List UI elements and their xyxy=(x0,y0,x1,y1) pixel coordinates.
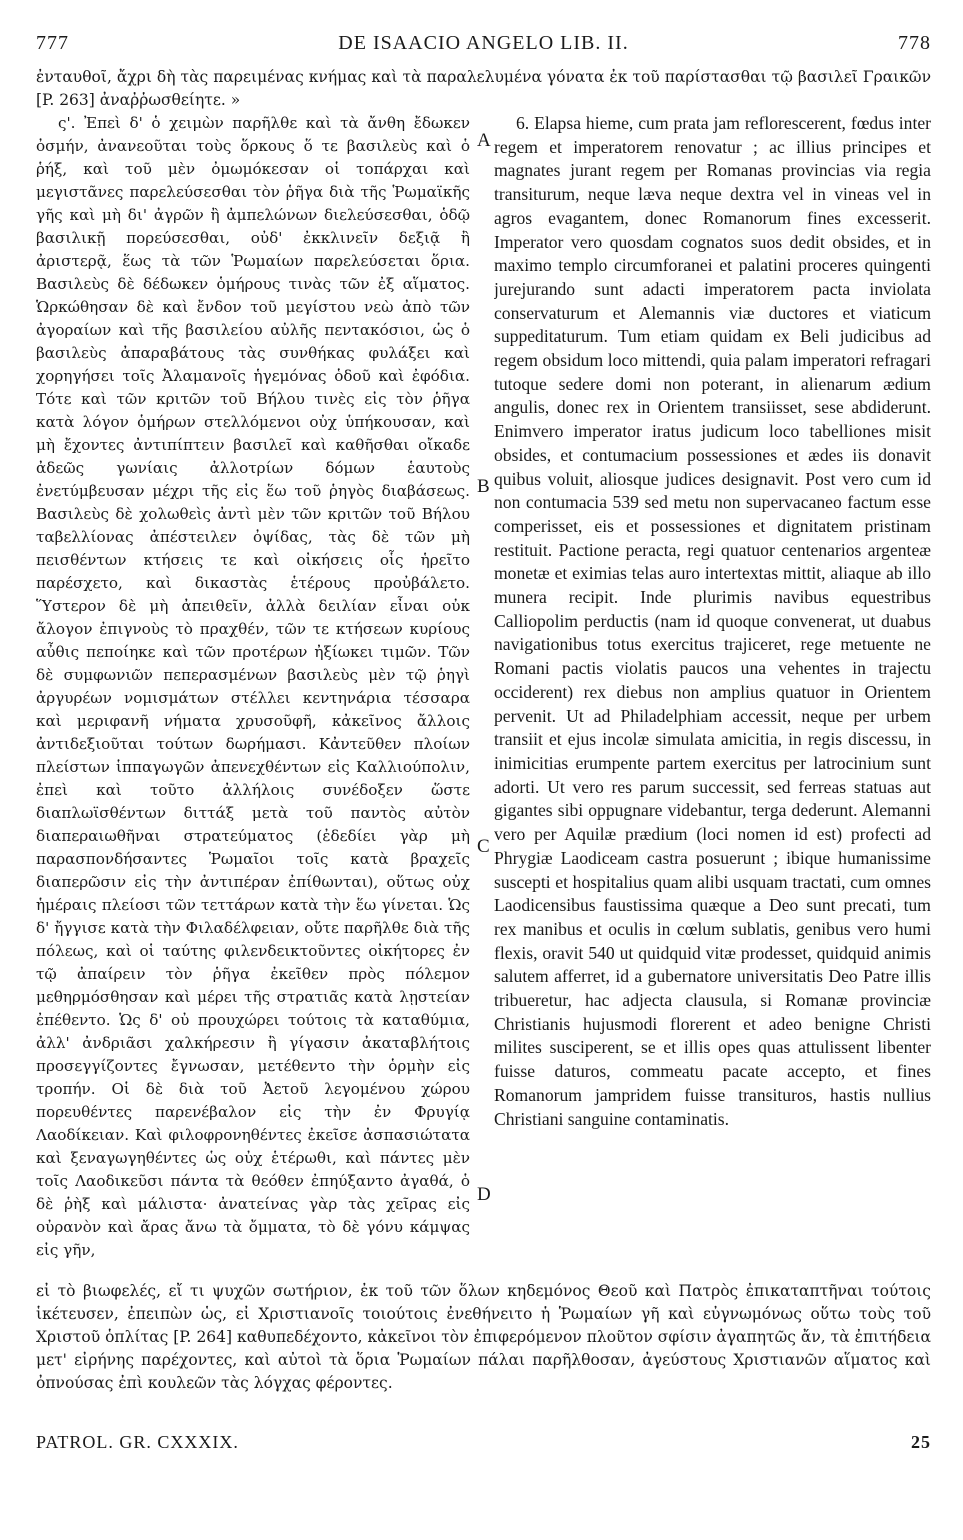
running-title: DE ISAACIO ANGELO LIB. II. xyxy=(338,32,629,54)
footer-series: PATROL. GR. CXXXIX. xyxy=(36,1432,239,1452)
margin-marker-c: C xyxy=(477,836,490,857)
page-footer xyxy=(36,1432,931,1458)
margin-marker-a: A xyxy=(477,130,491,151)
page-header xyxy=(36,32,931,56)
page-number-right: 778 xyxy=(898,32,931,54)
latin-text: 6. Elapsa hieme, cum prata jam reflorescerent, fœdus inter regem et imperatorem renovatur ; ac illius principes et magnates jurant regem per Romanas provincias via regia transiturum, neque læva neque dextra vel in vineas vel in agros evagantem, donec Romanorum fines excesserit. Imperator vero quosdam cognatos suos dedit obsides, et in maximo templo circumforanei et palatini proceres quingenti jurejurando sunt adacti imperatorem pacta inviolata conservaturum et Alemannis viæ ductores et viaticum suppeditaturum. Tum etiam quidam ex Beli judicibus ad regem obsidum loco mittendi, quia palam imperatori refragari tutoque sedere domi non poterant, in alienarum ædium angulis, donec rex in Orientem transiisset, sese abdiderunt. Enimvero imperator iratus judicum loco tabelliones misit obsides, et contumacium possessiones et ædes iis donavit quibus voluit, aliosque judices designavit. Post vero cum id non contumacia 539 sed metu non supervacaneo factum esse comperisset, eis et possessiones et dignitatem pristinam restituit. Pactione peracta, regi quatuor centenarios argenteæ monetæ et eximias telas auro intertextas mittit, aliaque ab illo munera recipit. Inde plurimis navibus equestribus Calliopolim perductis (nam id quoque convenerat, ut duabus navigationibus totus exercitus trajiceret, rege metuente ne Romani pactis violatis paucos una vehentes in trajectu occiderent) rex diebus non amplius quatuor in Orientem pervenit. Ut ad Philadelphiam accessit, neque per urbem transiit et ejus incolæ simulata amicitia, in regis discessu, in inimicitias erumpente partem exercitus per latrocinium sunt adorti. Ut vero res parum successit, sed ferreas statuas aut gigantes sibi oppugnare videbantur, terga dederunt. Alemanni vero per Aquilæ prædium (loci nomen id est) profecti ad Phrygiæ Laodiceam castra posuerunt ; ibique humanissime suscepti et hospitalius quam alibi usquam tractati, cum omnes Laodicensibus faustissima quæque a Deo sunt precati, tum rex manibus et oculis in cœlum sublatis, genibus vero humi flexis, oravit 540 ut quidquid vitæ prodesset, quidquid animis salutem afferret, id a gubernatore universitatis Deo Patre illis tribueretur, hac adjecta clausula, si Romanæ provinciæ Christianis hujusmodi florerent et adeo benigne Christi milites susciperent, se et illis opes quas attulissent libenter fuisse daturos, commeatu pacate accepto, et fines Romanorum jampridem fuisse transituros, hastis nullius Christiani sanguine contaminatis. xyxy=(494,113,931,1129)
greek-text: ς'. Ἐπεὶ δ' ὁ χειμὼν παρῆλθε καὶ τὰ ἄνθη ἔδωκεν ὀσμήν, ἀνανεοῦται τοὺς ὅρκους ὅ τε βασιλεὺς καὶ ὁ ῥήξ, καὶ τοῦ μὲν ὀμωμόκεσαν οἱ τοπάρχαι καὶ μεγιστᾶνες παρελεύσεσθαι τὸν ῥῆγα διὰ τῆς Ῥωμαϊκῆς γῆς καὶ μὴ δι' ἀγρῶν ἢ ἀμπελώνων διελεύσεσθαι, ὁδῷ βασιλικῇ πορεύσεσθαι, οὐδ' ἐκκλινεῖν δεξιᾷ ἢ ἀριστερᾷ, ἕως τὰ τῶν Ῥωμαίων παρελεύσεται ὅρια. Βασιλεὺς δὲ δέδωκεν ὁμήρους τινὰς τῶν ἐξ αἵματος. Ὡρκώθησαν δὲ καὶ ἔνδον τοῦ μεγίστου νεὼ ἀπὸ τῶν ἀγοραίων καὶ τῆς βασιλείου αὐλῆς πεντακόσιοι, ὡς ὁ βασιλεὺς ἀπαραβάτους τὰς συνθήκας φυλάξει καὶ χορηγήσει τοῖς Ἀλαμανοῖς ἡγεμόνας ὁδοῦ καὶ ἐφόδια. Τότε καὶ τῶν κριτῶν τοῦ Βήλου τινὲς εἰς τὸν ῥῆγα κατὰ λόγον ὁμήρων στελλόμενοι οὐχ ὑπήκουσαν, καὶ μὴ ἔχοντες ἀντιπίπτειν βασιλεῖ καὶ καθῆσθαι οἴκαδε ἀδεῶς γωνίαις ἀλλοτρίων δόμων ἑαυτοὺς ἐνετύμβευσαν μέχρι τῆς εἰς ἕω τοῦ ῥηγὸς διαβάσεως. Βασιλεὺς δὲ χολωθεὶς ἀντὶ μὲν τῶν κριτῶν τοῦ Βήλου ταβελλίονας ἀπέστειλεν ὀψίδας, τὰς δὲ τῶν μὴ πεισθέντων κτήσεις τε καὶ οἰκήσεις οἷς ἡρεῖτο παρέσχετο, καὶ δικαστὰς ἑτέρους προὐβάλετο. Ὕστερον δὲ μὴ ἀπειθεῖν, ἀλλὰ δειλίαν εἶναι οὐκ ἄλογον ἐπιγνοὺς τὸ πραχθέν, τῶν τε κτήσεων κυρίους αὖθις πεποίηκε καὶ τῶν προτέρων ἠξίωκει τιμῶν. Τῶν δὲ συμφωνιῶν πεπερασμένων βασιλεὺς μὲν τῷ ῥηγὶ ἀργυρέων νομισμάτων στέλλει κεντηνάρια τέσσαρα καὶ μεριφανῆ νήματα χρυσοῦφῆ, κἀκεῖνος ἄλλοις ἀντιδεξιοῦται τούτων δωρήμασι. Κἀντεῦθεν πλοίων πλείστων ἱππαγωγῶν ἀπενεχθέντων εἰς Καλλιούπολιν, ἐπεὶ καὶ τοῦτο ἀλλήλοις συνέδοξεν ὥστε διαπλωϊσθέντων διττάξ μετὰ τοῦ παντὸς αὐτὸν διαπεραιωθῆναι στρατεύματος (ἐδεδίει γὰρ μὴ παρασπονδήσαντες Ῥωμαῖοι τοῖς κατὰ βραχεῖς διαπερῶσιν εἰς τὴν ἀντιπέραν ἐπίθωνται), οὕτως οὐχ ἡμέραις πλείοσι τῶν τεττάρων κατὰ τὴν ἕω γίνεται. Ὡς δ' ἤγγισε κατὰ τὴν Φιλαδέλφειαν, οὔτε παρῆλθε διὰ τῆς πόλεως, καὶ οἱ ταύτης φιλενδεικτοῦντες οἰκήτορες ἐν τῷ ἀπαίρειν τὸν ῥῆγα ἐκεῖθεν πρὸς πόλεμον μεθηρμόσθησαν καὶ μέρει τῆς στρατιᾶς κατὰ λῃστείαν ἐπέθεντο. Ὡς δ' οὐ προυχώρει τούτοις τὰ καταθύμια, ἀλλ' ἀνδριᾶσι χαλκήρεσιν ἢ γίγασιν ἀκαταβλήτοις προσεγγίζοντες ἔγνωσαν, μετέθεντο τὴν ὁρμὴν εἰς τροπήν. Οἱ δὲ διὰ τοῦ Ἀετοῦ λεγομένου χώρου πορευθέντες παρενέβαλον εἰς τὴν ἐν Φρυγίᾳ Λαοδίκειαν. Καὶ φιλοφρονηθέντες ἐκεῖσε ἀσπασιώτατα καὶ ξεναγωγηθέντες ὡς οὐχ ἑτέρωθι, καὶ πάντες μὲν τοῖς Λαοδικεῦσι πάντα τὰ θεόθεν ἐπηύξαντο ἀγαθά, ὁ δὲ ῥὴξ καὶ μάλιστα· ἀνατείνας γὰρ τὰς χεῖρας εἰς οὐρανὸν καὶ ἄρας ἄνω τὰ ὄμματα, τὸ δὲ γόνυ κάμψας εἰς γῆν, xyxy=(36,114,470,1259)
footer-signature: 25 xyxy=(911,1432,931,1452)
intro-text: ἐνταυθοῖ, ἄχρι δὴ τὰς παρειμένας κνήμας καὶ τὰ παραλελυμένα γόνατα ἐκ τοῦ παρίστασθαι τῷ βασιλεῖ Γραικῶν [P. 263] ἀναῤῥωσθείητε. » xyxy=(36,68,931,109)
latin-column xyxy=(494,112,931,1278)
margin-marker-b: B xyxy=(477,476,490,497)
page-number-left: 777 xyxy=(36,32,69,54)
margin-marker-d: D xyxy=(477,1184,491,1205)
greek-column xyxy=(36,112,470,1278)
outro-text: εἰ τὸ βιωφελές, εἴ τι ψυχῶν σωτήριον, ἐκ τοῦ τῶν ὅλων κηδεμόνος Θεοῦ καὶ Πατρὸς ἐπικαταπτῆναι τούτοις ἱκέτευσεν, ἐπειπὼν ὡς, εἰ Χριστιανοῖς τοιούτοις ἐνεθήνειτο ἡ Ῥωμαίων γῆ καὶ εὐγνωμόνως οὕτω τοὺς τοῦ Χριστοῦ ὁπλίτας [P. 264] καθυπεδέχοντο, κἀκεῖνοι τὸν ἐπιφερόμενον πλοῦτον σφίσιν ἀγαπητῶς ἄν, τὰ ἐπιτήδεια μετ' εἰρήνης παρέχοντες, καὶ αὐτοὶ τὰ ὅρια Ῥωμαίων πάλαι παρῆλθοσαν, ἀγεύστους Χριστιανῶν αἵματος καὶ ὀπνούσας ἐπὶ κουλεῶν τὰς λόγχας φέροντες. xyxy=(36,1282,931,1392)
intro-paragraph xyxy=(36,66,931,112)
outro-paragraph xyxy=(36,1280,931,1395)
